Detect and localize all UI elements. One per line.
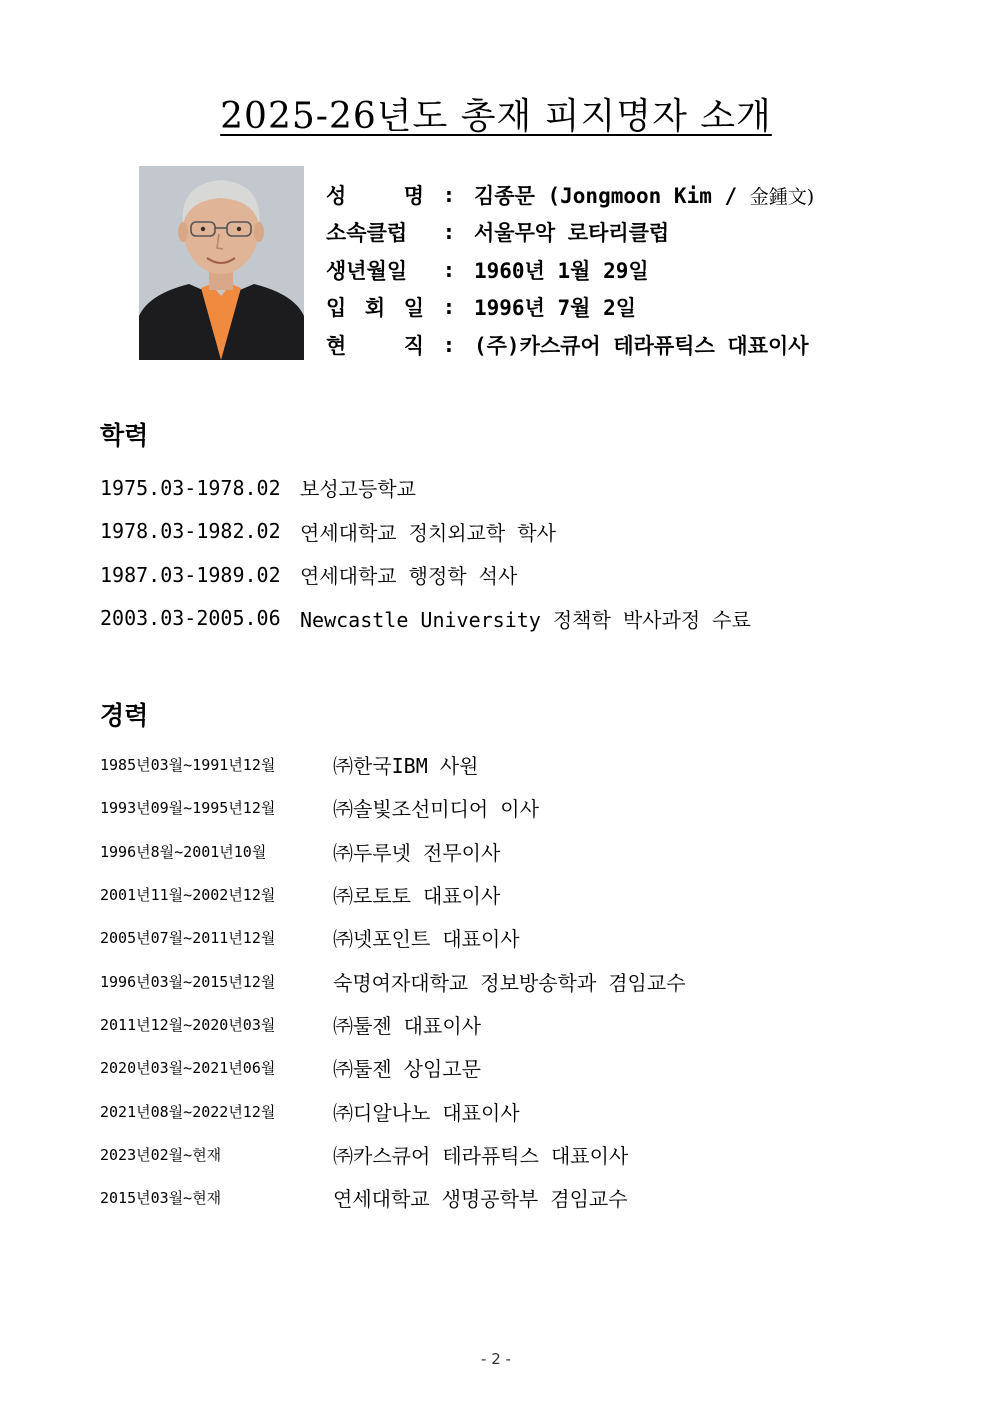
career-period: 1996년8월~2001년10월 bbox=[100, 842, 267, 861]
profile-value: 1960년 1월 29일 bbox=[474, 258, 649, 283]
career-period: 2001년11월~2002년12월 bbox=[100, 886, 276, 905]
list-item bbox=[100, 553, 751, 597]
list-item bbox=[100, 510, 751, 554]
profile-row-birthdate bbox=[326, 251, 814, 289]
education-desc: Newcastle University 정책학 박사과정 수료 bbox=[300, 607, 751, 632]
profile-value: (주)카스큐어 테라퓨틱스 대표이사 bbox=[474, 333, 809, 358]
profile-label: 생년월일 bbox=[326, 258, 408, 283]
education-heading: 학력 bbox=[100, 421, 149, 450]
career-period: 1985년03월~1991년12월 bbox=[100, 756, 276, 775]
list-item bbox=[100, 786, 686, 829]
career-list bbox=[100, 743, 686, 1219]
career-desc: 연세대학교 생명공학부 겸임교수 bbox=[333, 1187, 628, 1212]
list-item bbox=[100, 1133, 686, 1176]
education-period: 1975.03-1978.02 bbox=[100, 475, 281, 500]
list-item bbox=[100, 466, 751, 510]
list-item bbox=[100, 873, 686, 916]
career-desc: ㈜솔빛조선미디어 이사 bbox=[333, 797, 539, 822]
profile-value: 서울무악 로타리클럽 bbox=[474, 221, 670, 246]
career-period: 2015년03월~현재 bbox=[100, 1189, 222, 1208]
career-desc: ㈜넷포인트 대표이사 bbox=[333, 927, 520, 952]
career-heading: 경력 bbox=[100, 701, 149, 730]
portrait-image bbox=[139, 166, 304, 360]
list-item bbox=[100, 1089, 686, 1132]
career-desc: ㈜로토토 대표이사 bbox=[333, 884, 501, 909]
education-desc: 보성고등학교 bbox=[300, 477, 416, 502]
career-period: 2023년02월~현재 bbox=[100, 1145, 222, 1164]
education-period: 1978.03-1982.02 bbox=[100, 519, 281, 544]
education-period: 1987.03-1989.02 bbox=[100, 562, 281, 587]
education-desc: 연세대학교 행정학 석사 bbox=[300, 564, 518, 589]
career-desc: ㈜툴젠 상임고문 bbox=[333, 1057, 481, 1082]
list-item bbox=[100, 743, 686, 786]
profile-value: 김종문 (Jongmoon Kim / 金鍾文) bbox=[474, 183, 815, 208]
career-period: 2021년08월~2022년12월 bbox=[100, 1102, 276, 1121]
profile-colon: : bbox=[442, 220, 456, 245]
list-item bbox=[100, 959, 686, 1002]
page-title-text: 2025-26년도 총재 피지명자 소개 bbox=[220, 96, 772, 137]
profile-info bbox=[326, 176, 814, 364]
education-desc: 연세대학교 정치외교학 학사 bbox=[300, 520, 556, 545]
profile-colon: : bbox=[442, 257, 456, 282]
profile-label: 입 회 일 bbox=[326, 296, 424, 321]
profile-colon: : bbox=[442, 182, 456, 207]
career-period: 2005년07월~2011년12월 bbox=[100, 929, 276, 948]
profile-value: 1996년 7월 2일 bbox=[474, 296, 637, 321]
education-list bbox=[100, 466, 751, 640]
career-desc: ㈜카스큐어 테라퓨틱스 대표이사 bbox=[333, 1143, 629, 1168]
profile-row-name bbox=[326, 176, 814, 214]
profile-row-club bbox=[326, 214, 814, 252]
profile-colon: : bbox=[442, 332, 456, 357]
career-desc: ㈜디알나노 대표이사 bbox=[333, 1100, 520, 1125]
profile-label: 소속클럽 bbox=[326, 221, 408, 246]
list-item bbox=[100, 597, 751, 641]
career-period: 1996년03월~2015년12월 bbox=[100, 972, 276, 991]
career-desc: 숙명여자대학교 정보방송학과 겸임교수 bbox=[333, 970, 686, 995]
profile-row-joined bbox=[326, 289, 814, 327]
list-item bbox=[100, 1003, 686, 1046]
career-desc: ㈜툴젠 대표이사 bbox=[333, 1013, 481, 1038]
page-number: - 2 - bbox=[481, 1350, 511, 1368]
profile-photo bbox=[139, 166, 304, 360]
career-period: 2020년03월~2021년06월 bbox=[100, 1059, 276, 1078]
list-item bbox=[100, 1046, 686, 1089]
career-period: 1993년09월~1995년12월 bbox=[100, 799, 276, 818]
list-item bbox=[100, 1176, 686, 1219]
career-desc: ㈜한국IBM 사원 bbox=[333, 754, 479, 779]
profile-row-position bbox=[326, 326, 814, 364]
education-period: 2003.03-2005.06 bbox=[100, 606, 281, 631]
career-desc: ㈜두루넷 전무이사 bbox=[333, 840, 501, 865]
profile-hanja-name: 金鍾文) bbox=[749, 185, 815, 208]
profile-colon: : bbox=[442, 295, 456, 320]
profile-label: 성 명 bbox=[326, 183, 424, 208]
career-period: 2011년12월~2020년03월 bbox=[100, 1015, 276, 1034]
page-title bbox=[0, 88, 992, 139]
profile-label: 현 직 bbox=[326, 333, 424, 358]
list-item bbox=[100, 916, 686, 959]
list-item bbox=[100, 830, 686, 873]
